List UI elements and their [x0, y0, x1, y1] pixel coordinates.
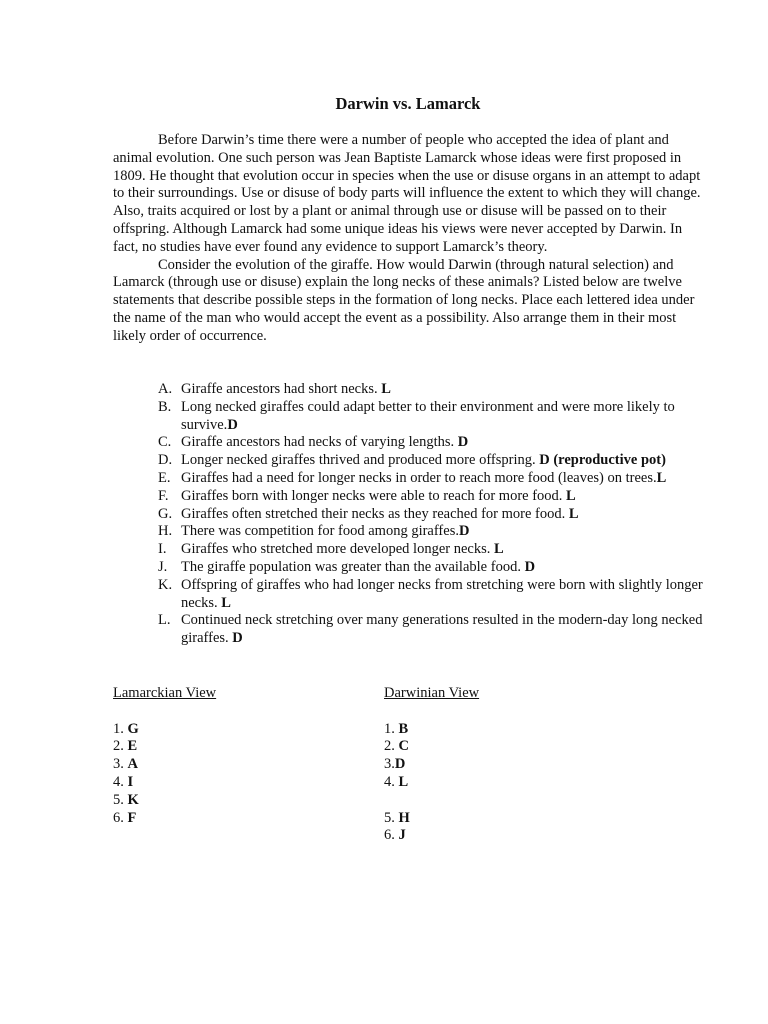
row-answer: C [398, 738, 409, 755]
statement-item [113, 541, 703, 559]
row-answer: F [127, 809, 137, 826]
statement-item [113, 506, 703, 524]
row-gap [384, 792, 634, 810]
statement-letter: I. [158, 541, 167, 558]
statement-item [113, 488, 703, 506]
row-answer: J [398, 827, 406, 844]
statement-answer: D [227, 416, 238, 433]
darwinian-row [384, 810, 634, 828]
row-answer: H [398, 809, 410, 826]
statement-letter: B. [158, 398, 172, 415]
row-answer: E [127, 738, 138, 755]
statement-letter: G. [158, 505, 173, 522]
row-number: 6. [384, 827, 399, 844]
lamarckian-view-heading: Lamarckian View [113, 685, 217, 701]
row-answer: I [127, 773, 134, 790]
row-number: 3. [113, 756, 128, 773]
statement-item [113, 434, 703, 452]
row-number: 5. [384, 809, 399, 826]
lamarckian-row [113, 756, 363, 774]
statement-text: Longer necked giraffes thrived and produced more offspring. [181, 452, 540, 469]
row-number: 1. [113, 720, 128, 737]
statement-text: Continued neck stretching over many generations resulted in the modern-day long necked giraffes. [181, 612, 703, 647]
darwinian-view-heading: Darwinian View [384, 685, 480, 701]
darwinian-row [384, 738, 634, 756]
row-number: 1. [384, 720, 399, 737]
darwinian-row [384, 827, 634, 845]
statement-letter: J. [158, 558, 168, 575]
row-number: 4. [384, 773, 399, 790]
lamarckian-row [113, 810, 363, 828]
row-number: 3. [384, 756, 395, 773]
statement-text: Giraffes had a need for longer necks in order to reach more food (leaves) on trees. [181, 469, 657, 486]
statement-text: Long necked giraffes could adapt better to their environment and were more likely to survive. [181, 398, 675, 433]
row-answer: D [394, 756, 406, 773]
statement-answer: D [524, 558, 536, 575]
statement-text: Giraffe ancestors had necks of varying lengths. [181, 434, 458, 451]
lamarckian-row [113, 774, 363, 792]
statement-item [113, 523, 703, 541]
row-answer: L [398, 773, 409, 790]
darwinian-row [384, 721, 634, 739]
statement-list [113, 381, 703, 648]
statement-text: There was competition for food among giraffes. [181, 523, 459, 540]
row-number: 4. [113, 773, 128, 790]
intro-text [113, 132, 701, 346]
statement-answer: D [457, 434, 469, 451]
darwinian-view-column [384, 685, 634, 845]
statement-letter: E. [158, 469, 171, 486]
statement-answer: L [493, 541, 504, 558]
statement-text: Giraffe ancestors had short necks. [181, 381, 382, 397]
lamarckian-row [113, 738, 363, 756]
darwinian-row [384, 756, 634, 774]
statement-answer: D [232, 630, 243, 647]
paragraph-intro: Before Darwin’s time there were a number of people who accepted the idea of plant and animal evolution. One such person was Jean Baptiste Lamarck whose ideas were first proposed in 1809. He thought that evolution occur in species when the use or disuse organs in an attempt to adapt to their surroundings. Use or disuse of body parts will influence the extent to which they will change. Also, traits acquired or lost by a plant or animal through use or disuse will be passed on to their offspring. Although Lamarck had some unique ideas his views were never accepted by Darwin. In fact, no studies have ever found any evidence to support Lamarck’s theory. [113, 132, 701, 255]
row-number: 5. [113, 791, 128, 808]
row-number: 6. [113, 809, 128, 826]
statement-letter: L. [158, 612, 171, 629]
statement-answer: L [221, 594, 231, 611]
statement-letter: K. [158, 576, 173, 593]
statement-text: Giraffes often stretched their necks as they reached for more food. [181, 505, 569, 522]
row-answer: K [127, 791, 139, 808]
lamarckian-row [113, 792, 363, 810]
statement-item [113, 559, 703, 577]
document-title: Darwin vs. Lamarck [335, 94, 481, 113]
paragraph-instructions: Consider the evolution of the giraffe. How would Darwin (through natural selection) and Lamarck (through use or disuse) explain the long necks of these animals? Listed below are twelve statements that describe possible steps in the formation of long necks. Place each lettered idea under the name of the man who would accept the event as a possibility. Also arrange them in their most likely order of occurrence. [113, 256, 695, 344]
row-answer: G [127, 720, 139, 737]
statement-letter: A. [158, 381, 173, 397]
statement-text: Offspring of giraffes who had longer necks from stretching were born with slightly longer necks. [181, 576, 703, 611]
statement-text: The giraffe population was greater than the available food. [181, 558, 525, 575]
statement-item [113, 470, 703, 488]
statement-letter: D. [158, 452, 173, 469]
statement-letter: H. [158, 523, 173, 540]
row-number: 2. [384, 738, 399, 755]
statement-item [113, 612, 703, 648]
statement-letter: C. [158, 434, 172, 451]
statement-answer: D (reproductive pot) [539, 452, 666, 469]
row-answer: B [398, 720, 409, 737]
statement-text: Giraffes born with longer necks were able to reach for more food. [181, 487, 567, 504]
statement-answer: L [381, 381, 391, 397]
row-answer: A [127, 756, 138, 773]
row-number: 2. [113, 738, 128, 755]
statement-item [113, 577, 703, 613]
statement-letter: F. [158, 487, 169, 504]
statement-item [113, 452, 703, 470]
statement-answer: L [566, 487, 576, 504]
lamarckian-row [113, 721, 363, 739]
statement-answer: L [656, 469, 667, 486]
lamarckian-view-column [113, 685, 363, 827]
statement-item [113, 381, 703, 399]
darwinian-row [384, 774, 634, 792]
statement-item [113, 399, 703, 435]
statement-text: Giraffes who stretched more developed longer necks. [181, 541, 494, 558]
statement-answer: D [458, 523, 470, 540]
statement-answer: L [568, 505, 579, 522]
